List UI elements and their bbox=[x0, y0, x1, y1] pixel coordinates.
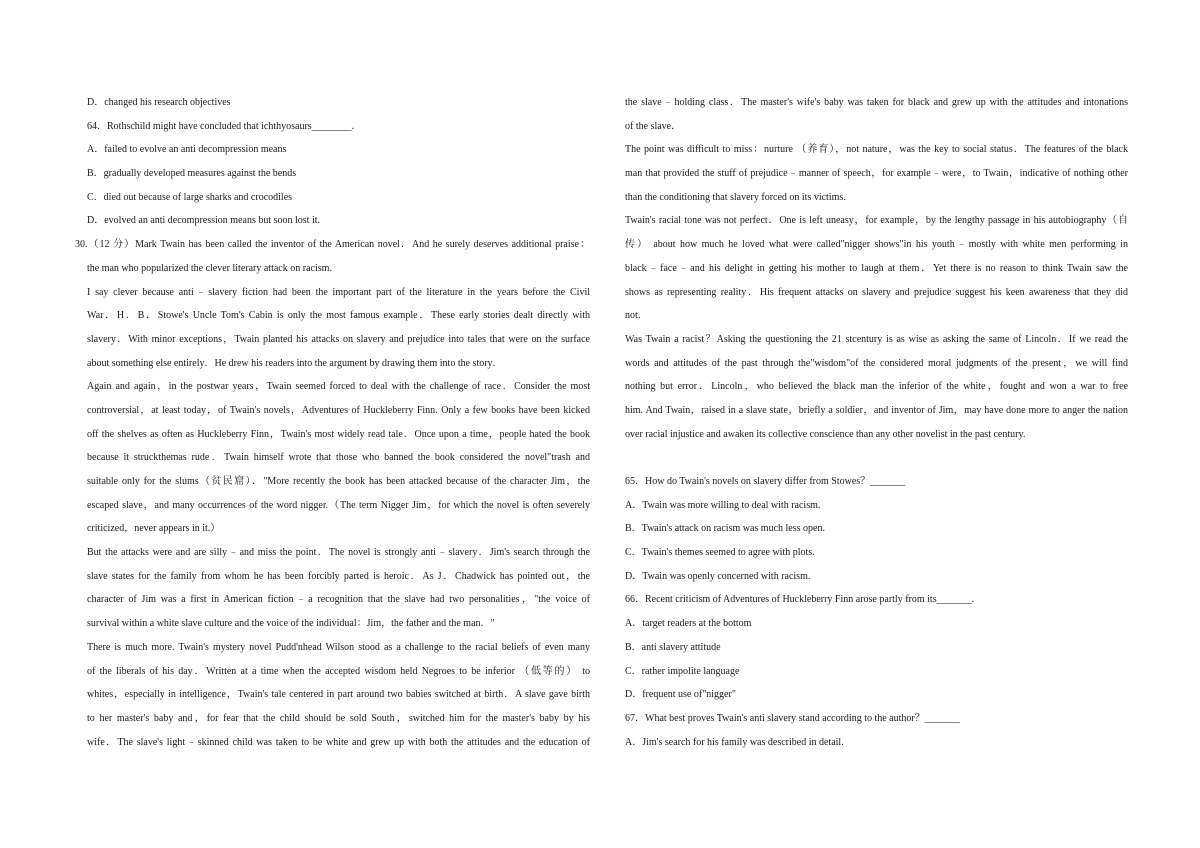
passage-line: shows as representing reality．His frequent attacks on slavery and prejudice suggest his keen awareness that they did bbox=[625, 286, 1128, 298]
q64-option-d: D．evolved an anti decompression means but soon lost it. bbox=[87, 215, 321, 227]
passage-line: 30.（12 分）Mark Twain has been called the inventor of the American novel．And he surely deserves additional praise： bbox=[75, 239, 590, 251]
q65-option-a: A．Twain was more willing to deal with racism. bbox=[625, 499, 821, 511]
passage-line: Again and again，in the postwar years，Twain seemed forced to deal with the challenge of race．Consider the most bbox=[87, 381, 590, 393]
passage-line: of the slave． bbox=[625, 120, 682, 132]
right-column bbox=[625, 91, 1128, 754]
passage-line: survival within a white slave culture and the voice of the individual：Jim，the father and the man．" bbox=[87, 618, 495, 630]
passage-line: 传） about how much he loved what were called"nigger shows"in his youth﹣mostly with white men performing in bbox=[625, 239, 1128, 251]
passage-line: to her master's baby and，for fear that the child should be sold South，switched him for the master's baby by his bbox=[87, 712, 590, 724]
passage-line: of the liberals of his day．Written at a time when the accepted wisdom held Negroes to be inferior （低等的） to bbox=[87, 665, 590, 677]
spacer bbox=[625, 446, 1128, 470]
passage-line: the man who popularized the clever literary attack on racism． bbox=[87, 262, 340, 274]
passage-line: suitable only for the slums（贫民窟）．"More recently the book has been attacked because of the character Jim，the bbox=[87, 476, 590, 487]
passage-line: about something else entirely．He drew his readers into the argument by drawing them into the story． bbox=[87, 357, 503, 369]
q66-option-b: B．anti slavery attitude bbox=[625, 641, 721, 653]
passage-line: Twain's racial tone was not perfect．One is left uneasy，for example，by the lengthy passage in his autobiography（自 bbox=[625, 215, 1128, 227]
passage-line: over racial injustice and awaken its collective conscience than any other novelist in the past century. bbox=[625, 428, 1026, 440]
q64-option-a: A．failed to evolve an anti decompression means bbox=[87, 144, 287, 156]
q64-stem: 64．Rothschild might have concluded that ichthyosaurs________. bbox=[87, 120, 355, 132]
q63-option-d: D．changed his research objectives bbox=[87, 97, 231, 108]
passage-line: off the shelves as often as Huckleberry Finn，Twain's most widely read tale．Once upon a time，people hated the book bbox=[87, 428, 590, 440]
q64-option-c: C．died out because of large sharks and crocodiles bbox=[87, 191, 293, 203]
passage-line: criticized，never appears in it.） bbox=[87, 523, 221, 535]
passage-line: character of Jim was a first in American fiction﹣a recognition that the slave had two personalities，"the voice of bbox=[87, 594, 590, 606]
passage-line: because it struckthemas rude．Twain himself wrote that those who banned the book considered the novel"trash and bbox=[87, 452, 590, 464]
q65-option-b: B．Twain's attack on racism was much less open. bbox=[625, 523, 825, 535]
passage-line: But the attacks were and are silly﹣and miss the point．The novel is strongly anti﹣slavery．Jim's search through the bbox=[87, 547, 590, 559]
passage-line: than the conditioning that slavery forced on its victims． bbox=[625, 191, 854, 203]
passage-line: not． bbox=[625, 310, 648, 322]
passage-line: escaped slave，and many occurrences of the word nigger.（The term Nigger Jim，for which the novel is often severely bbox=[87, 499, 590, 511]
q65-option-c: C．Twain's themes seemed to agree with plots. bbox=[625, 547, 815, 559]
passage-line: There is much more. Twain's mystery novel Pudd'nhead Wilson stood as a challenge to the racial beliefs of even many bbox=[87, 641, 590, 653]
q66-option-d: D．frequent use of"nigger" bbox=[625, 689, 736, 701]
passage-line: nothing but error．Lincoln，who believed the black man the inferior of the white，fought and won a war to free bbox=[625, 381, 1128, 393]
q66-option-a: A．target readers at the bottom bbox=[625, 618, 752, 630]
passage-line: black﹣face﹣and his delight in getting his mother to laugh at them．Yet there is no reason to think Twain saw the bbox=[625, 262, 1128, 274]
passage-line: the slave﹣holding class．The master's wife's baby was taken for black and grew up with the attitudes and intonations bbox=[625, 97, 1128, 108]
q65-stem: 65．How do Twain's novels on slavery differ from Stowes？_______ bbox=[625, 476, 906, 487]
passage-line: whites，especially in intelligence，Twain's tale centered in part around two babies switched at birth．A slave gave birth bbox=[87, 689, 590, 701]
q67-option-a: A．Jim's search for his family was described in detail. bbox=[625, 736, 844, 748]
passage-line: slavery．With minor exceptions，Twain planted his attacks on slavery and prejudice into tales that were on the surface bbox=[87, 333, 590, 345]
passage-line: I say clever because anti﹣slavery fiction had been the important part of the literature in the years before the Civil bbox=[87, 286, 590, 298]
q67-stem: 67．What best proves Twain's anti slavery stand according to the author？_______ bbox=[625, 712, 960, 724]
passage-line: him. And Twain，raised in a slave state，briefly a soldier，and inventor of Jim，may have done more to anger the nation bbox=[625, 404, 1128, 416]
left-column bbox=[75, 91, 590, 754]
passage-line: slave states for the family from whom he has been forcibly parted is heroic．As J．Chadwick has pointed out，the bbox=[87, 570, 590, 582]
q64-option-b: B．gradually developed measures against the bends bbox=[87, 168, 297, 180]
q66-stem: 66．Recent criticism of Adventures of Huckleberry Finn arose partly from its_______. bbox=[625, 594, 975, 606]
passage-line: The point was difficult to miss：nurture （养育），not nature，was the key to social status．The features of the black bbox=[625, 144, 1128, 156]
passage-line: man that provided the stuff of prejudice﹣manner of speech，for example﹣were，to Twain，indicative of nothing other bbox=[625, 168, 1128, 180]
passage-line: wife．The slave's light﹣skinned child was taken to be white and grew up with both the attitudes and the education of bbox=[87, 736, 590, 748]
passage-line: Was Twain a racist？Asking the questioning the 21 stcentury is as wise as asking the same of Lincoln．If we read the bbox=[625, 333, 1128, 345]
passage-line: words and attitudes of the past through the"wisdom"of the considered moral judgments of the present，we will find bbox=[625, 357, 1128, 369]
q65-option-d: D．Twain was openly concerned with racism. bbox=[625, 570, 811, 582]
q66-option-c: C．rather impolite language bbox=[625, 665, 740, 677]
passage-line: War．H．B．Stowe's Uncle Tom's Cabin is only the most famous example．These early stories dealt directly with bbox=[87, 310, 590, 322]
passage-line: controversial，at least today，of Twain's novels，Adventures of Huckleberry Finn. Only a few books have been kicked bbox=[87, 404, 590, 416]
